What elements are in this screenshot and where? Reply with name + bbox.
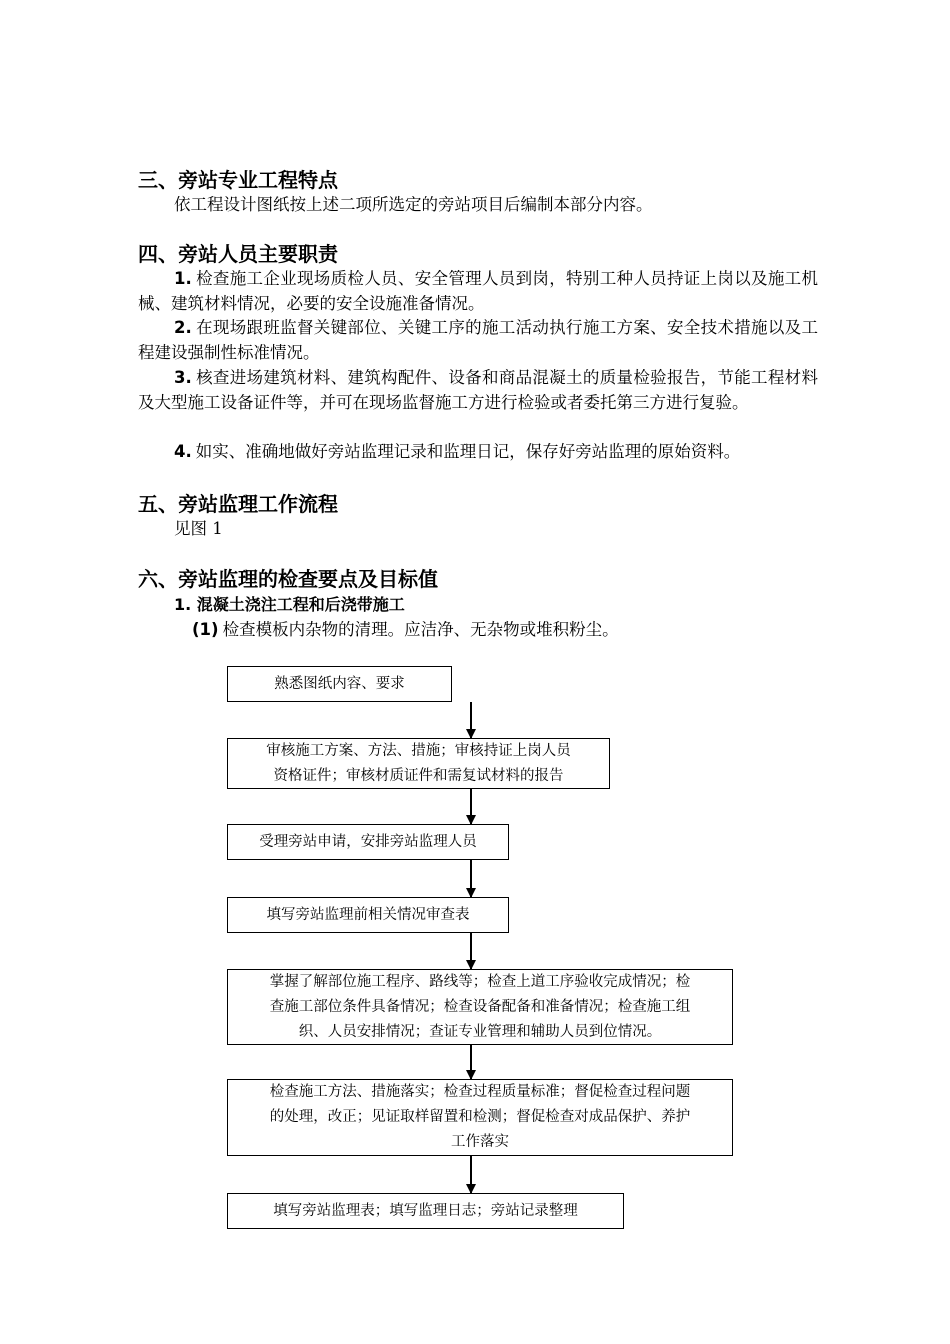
flow-step-5-line-3: 织、人员安排情况；查证专业管理和辅助人员到位情况。 (298, 1023, 662, 1040)
section-3-heading: 三、旁站专业工程特点 (138, 168, 338, 192)
flow-step-5-line-1: 掌握了解部位施工程序、路线等；检查上道工序验收完成情况；检 (269, 973, 691, 990)
flow-arrow-6 (470, 1156, 472, 1193)
flow-step-7 (227, 1193, 624, 1229)
section-5-text: 见图 1 (174, 519, 223, 538)
section-6-heading: 六、旁站监理的检查要点及目标值 (138, 567, 438, 591)
check-item-1 (192, 619, 619, 641)
section-6-subheading: 1. 混凝土浇注工程和后浇带施工 (174, 595, 405, 614)
flow-step-2-line-1: 审核施工方案、方法、措施；审核持证上岗人员 (266, 742, 571, 759)
flow-step-7-line-1: 填写旁站监理表；填写监理日志；旁站记录整理 (273, 1202, 578, 1219)
flow-arrow-1 (470, 702, 472, 738)
flow-step-3-line-1: 受理旁站申请，安排旁站监理人员 (259, 833, 477, 850)
flow-step-3 (227, 824, 509, 860)
section-4-heading: 四、旁站人员主要职责 (138, 242, 338, 266)
duty-item-4 (138, 440, 818, 465)
duty-item-4-text: 如实、准确地做好旁站监理记录和监理日记，保存好旁站监理的原始资料。 (195, 442, 741, 461)
duty-item-3-num: 3. (174, 368, 192, 387)
flow-step-5 (227, 969, 733, 1045)
duty-item-1-num: 1. (174, 269, 192, 288)
check-item-1-num: (1) (192, 620, 219, 639)
section-5-heading: 五、旁站监理工作流程 (138, 492, 338, 516)
flow-step-2-line-2: 资格证件；审核材质证件和需复试材料的报告 (273, 767, 564, 784)
flow-step-1-line-1: 熟悉图纸内容、要求 (274, 675, 405, 692)
flow-step-6-line-3: 工作落实 (451, 1134, 509, 1150)
duty-item-2 (138, 316, 818, 365)
section-3-text: 依工程设计图纸按上述二项所选定的旁站项目后编制本部分内容。 (174, 195, 653, 214)
flow-arrow-5 (470, 1045, 472, 1079)
duty-item-4-num: 4. (174, 442, 192, 461)
duty-item-3 (138, 366, 818, 415)
flow-step-2 (227, 738, 610, 789)
flow-arrow-2 (470, 789, 472, 824)
duty-item-1 (138, 267, 818, 316)
duty-item-2-text: 在现场跟班监督关键部位、关键工序的施工活动执行施工方案、安全技术措施以及工程建设强制性标准情况。 (138, 318, 818, 362)
flow-step-1 (227, 666, 452, 702)
check-item-1-text: 检查模板内杂物的清理。应洁净、无杂物或堆积粉尘。 (222, 620, 619, 639)
flow-step-5-line-2: 查施工部位条件具备情况；检查设备配备和准备情况；检查施工组 (269, 998, 691, 1015)
flow-arrow-3 (470, 860, 472, 897)
duty-item-3-text: 核查进场建筑材料、建筑构配件、设备和商品混凝土的质量检验报告，节能工程材料及大型施工设备证件等，并可在现场监督施工方进行检验或者委托第三方进行复验。 (138, 368, 818, 412)
duty-item-2-num: 2. (174, 318, 192, 337)
duty-item-1-text: 检查施工企业现场质检人员、安全管理人员到岗，特别工种人员持证上岗以及施工机械、建筑材料情况，必要的安全设施准备情况。 (138, 269, 818, 313)
flow-step-6 (227, 1079, 733, 1156)
flow-step-4 (227, 897, 509, 933)
flow-arrow-4 (470, 933, 472, 969)
flow-step-6-line-2: 的处理，改正；见证取样留置和检测；督促检查对成品保护、养护 (269, 1109, 691, 1125)
flow-step-6-line-1: 检查施工方法、措施落实；检查过程质量标准；督促检查过程问题 (269, 1084, 691, 1100)
flow-step-4-line-1: 填写旁站监理前相关情况审查表 (266, 906, 470, 923)
